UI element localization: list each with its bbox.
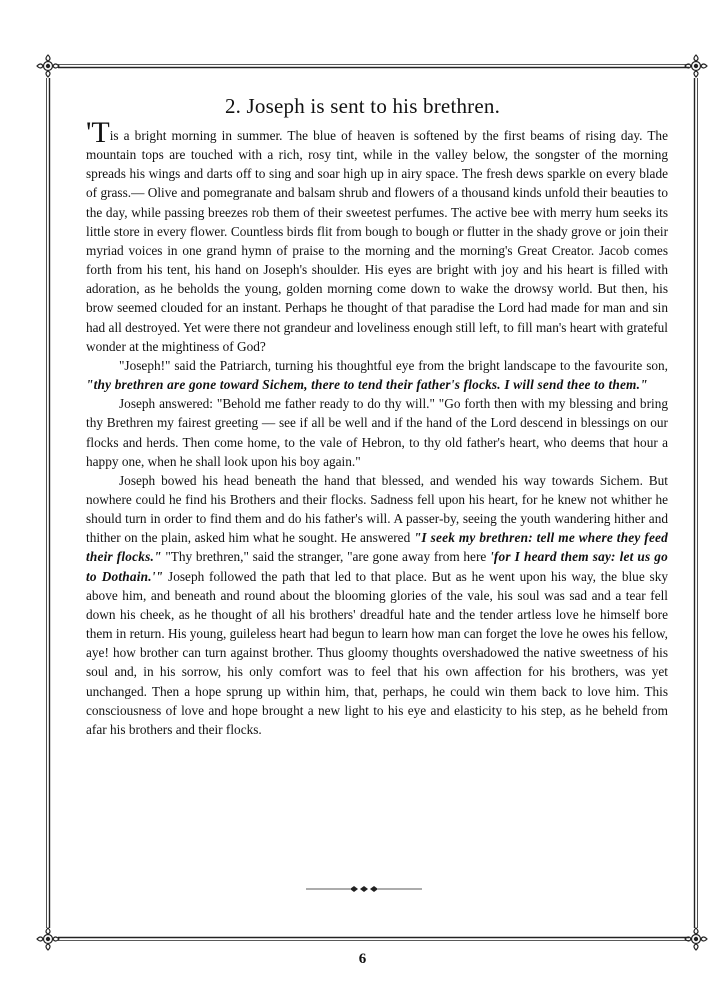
page-number: 6 [358,951,367,967]
body-text [86,116,669,739]
corner-ornament-top-left [37,55,59,77]
text-segment: Joseph followed the path that led to that place. But as he went upon his way, the blue sky above him, and beneath and round about the blooming glories of the vale, his soul was sad and a tear fell down his cheek, as he thought of all his brothers' dreadful hate and the tender artless love he himself bore them in return. His young, guileless heart had begun to learn how man can forget the love he owes his fellow, aye! how brother can turn against brother. Thus gloomy thoughts overshadowed the native sweetness of his soul and, in his sorrow, his only comfort was to feel that his own affection for his brothers, was yet unchanged. Then a hope sprung up within him, that, perhaps, he could win them back to love him. This consciousness of love and hope brought a new light to his eye and elasticity to his step, as he beheld from afar his brothers and their flocks. [86,568,668,737]
corner-ornament-bottom-right [685,928,707,950]
text-segment: Joseph answered: "Behold me father ready to do thy will." "Go forth then with my blessing and bring thy Brethren my fairest greeting — see if all be well and if the hand of the Lord descend in blessings on our flocks and herds. Then come home, to the vale of Hebron, to thy old father's heart, who deems that hour a happy one, when he shall look upon his boy again." [86,396,668,469]
text-segment: is a bright morning in summer. The blue of heaven is softened by the first beams of rising day. The mountain tops are touched with a rich, rosy tint, while in the valley below, the songster of the morning spreads his wings and darts off to sing and soar high up in airy space. The fresh dews sparkle on every blade of grass.— Olive and pomegranate and balsam shrub and flowers of a thousand kinds unfold their beauties to the day, while passing breezes rob them of their sweetest perfumes. The active bee with merry hum seeks its little store in every flower. Countless birds flit from bough to bough or flutter in the shady grove or join their myriad voices in one grand hymn of praise to the morning and the morning's Great Creator. Jacob comes forth from his tent, his hand on Joseph's shoulder. His eyes are bright with joy and his heart is filled with adoration, as he beholds the young, golden morning come down to wake the drowsy world. But then, his brow seemed clouded for an instant. Perhaps he thought of that paradise the Lord had made for man and sin had all destroyed. Yet were there not grandeur and loveliness enough still left, to fill man's heart with grateful wonder at the mightiness of God? [86,128,668,354]
quoted-speech: "thy brethren are gone toward Sichem, there to tend their father's flocks. I will send thee to them." [86,377,648,393]
paragraph [86,116,668,356]
text-segment: "Joseph!" said the Patriarch, turning his thoughtful eye from the bright landscape to the favourite son, [119,357,668,373]
paragraph [86,394,668,471]
quoted-speech: "I seek my brethren: tell me where they feed their flocks." [86,530,668,565]
quoted-speech: 'for I heard them say: let us go to Dothain.'" [86,549,669,584]
text-segment: Joseph bowed his head beneath the hand that blessed, and wended his way towards Sichem. But nowhere could he find his Brothers and their flocks. Sadness fell upon his heart, for he knew not whither he should turn in order to find them and do his father's will. A passer-by, seeing the youth wandering hither and thither on the plain, asked him what he sought. He answered [86,472,668,546]
chapter-title: 2. Joseph is sent to his brethren. [224,94,501,118]
corner-ornament-top-right [685,55,707,77]
paragraph [86,356,668,394]
section-end-ornament [306,884,422,894]
corner-ornament-bottom-left [37,928,59,950]
drop-cap: 'T [86,116,110,149]
text-segment: "Thy brethren," said the stranger, "are gone away from here [161,549,491,565]
paragraph [86,471,668,739]
